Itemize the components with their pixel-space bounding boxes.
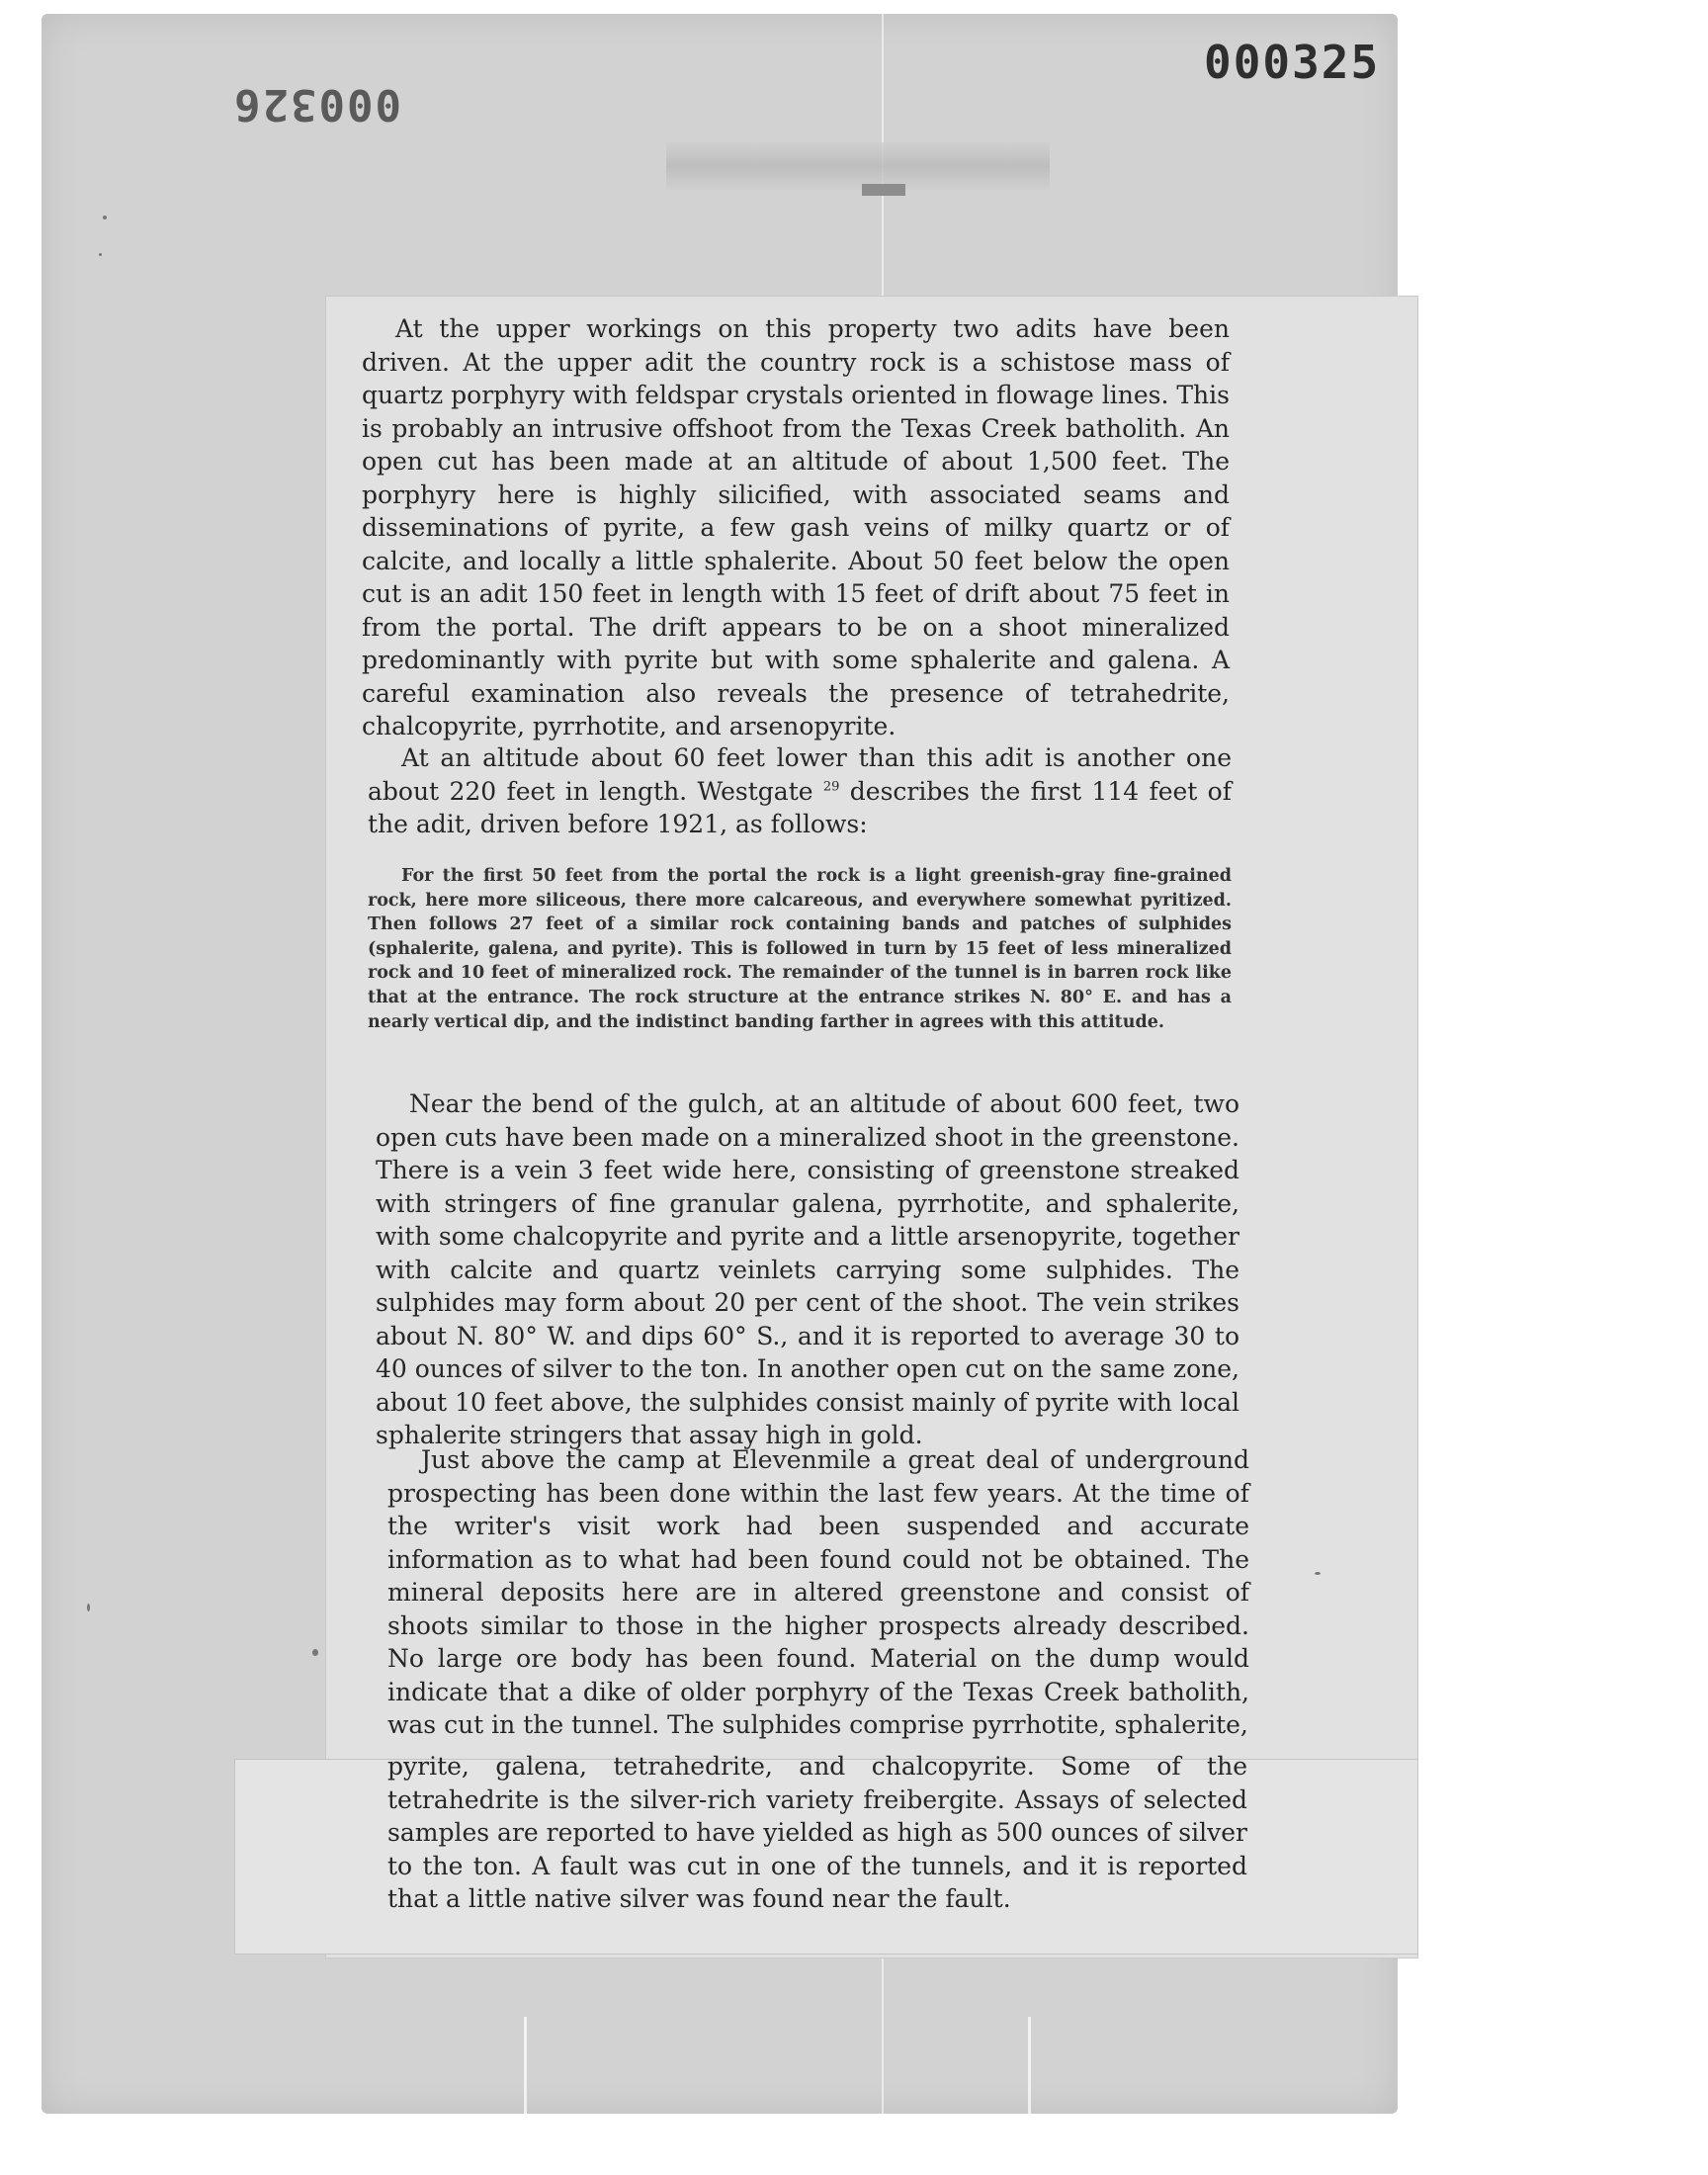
paragraph: Just above the camp at Elevenmile a great deal of underground prospecting has been done within the last few years. At the time of the writer's visit work had been suspended and accurate information as to what had been found could not be obtained. The mineral deposits here are in altered greenstone and consist of shoots similar to those in the higher prospects already described. No large ore body has been found. Material on the dump would indicate that a dike of older porphyry of the Texas Creek batholith, was cut in the tunnel. The sulphides comprise pyrrhotite, sphalerite, (387, 1445, 1249, 1739)
footnote-reference: 29 (822, 779, 840, 795)
scan-speck (103, 216, 107, 219)
block-quotation: For the first 50 feet from the portal the rock is a light greenish-gray fine-grained rock, here more siliceous, there more calcareous, and everywhere somewhat pyritized. Then follows 27 feet of a similar rock containing bands and patches of sulphides (sphalerite, galena, and pyrite). This is followed in turn by 15 feet of less mineralized rock and 10 feet of mineralized rock. The remainder of the tunnel is in barren rock like that at the entrance. The rock structure at the entrance strikes N. 80° E. and has a nearly vertical dip, and the indistinct banding farther in agrees with this attitude. (368, 866, 1232, 1032)
mirrored-page-number-stamp: 000326 (232, 79, 401, 130)
scan-streak (1028, 2017, 1031, 2175)
paragraph-continuation: pyrite, galena, tetrahedrite, and chalcopyrite. Some of the tetrahedrite is the silver-rich variety freibergite. Assays of selected samples are reported to have yielded as high as 500 ounces of silver to the ton. A fault was cut in one of the tunnels, and it is reported that a little native silver was found near the fault. (387, 1752, 1247, 1913)
scan-speck (312, 1649, 318, 1656)
paragraph: At the upper workings on this property two adits have been driven. At the upper adit the country rock is a schistose mass of quartz porphyry with feldspar crystals oriented in flowage lines. This is probably an intrusive offshoot from the Texas Creek batholith. An open cut has been made at an altitude of about 1,500 feet. The porphyry here is highly silicified, with associated seams and disseminations of pyrite, a few gash veins of milky quartz or of calcite, and locally a little sphalerite. About 50 feet below the open cut is an adit 150 feet in length with 15 feet of drift about 75 feet in from the portal. The drift appears to be on a shoot mineralized predominantly with pyrite but with some sphalerite and galena. A careful examination also reveals the presence of tetrahedrite, chalcopyrite, pyrrhotite, and arsenopyrite. (362, 314, 1230, 740)
paragraph: Near the bend of the gulch, at an altitude of about 600 feet, two open cuts have been made on a mineralized shoot in the greenstone. There is a vein 3 feet wide here, consisting of greenstone streaked with stringers of fine granular galena, pyrrhotite, and sphalerite, with some chalcopyrite and pyrite and a little arsenopyrite, together with calcite and quartz veinlets carrying some sulphides. The sulphides may form about 20 per cent of the shoot. The vein strikes about N. 80° W. and dips 60° S., and it is reported to average 30 to 40 ounces of silver to the ton. In another open cut on the same zone, about 10 feet above, the sulphides consist mainly of pyrite with local sphalerite stringers that assay high in gold. (376, 1089, 1239, 1449)
scan-speck (1315, 1572, 1321, 1575)
paragraph-text: describes the first 114 feet of the adit, driven before 1921, as follows: (368, 776, 1232, 838)
scan-speck (87, 1604, 90, 1611)
tape-mark (862, 184, 905, 196)
paragraph-text: At an altitude about 60 feet lower than this adit is another one about 220 feet in length. Westgate (368, 743, 1232, 806)
tape-strip (666, 142, 1050, 190)
paragraph (368, 741, 1232, 841)
page-number-stamp: 000325 (1204, 36, 1381, 89)
scan-speck (99, 253, 102, 256)
scan-streak (524, 2017, 527, 2175)
